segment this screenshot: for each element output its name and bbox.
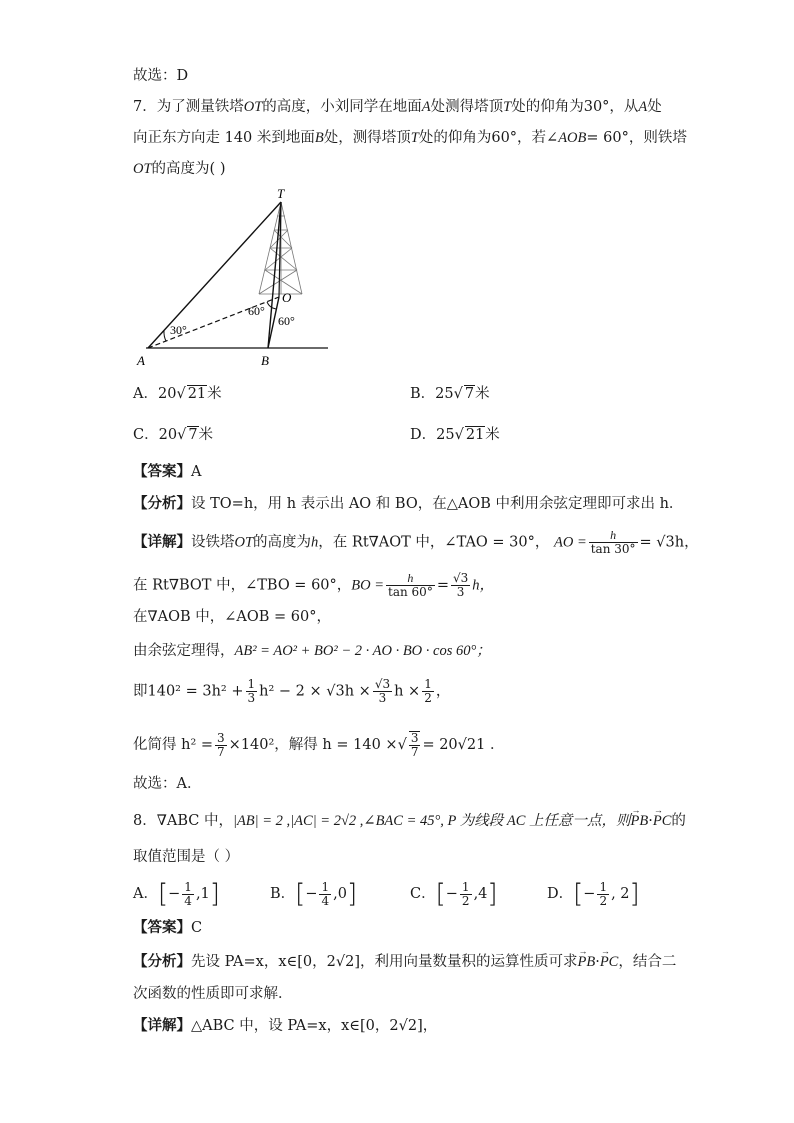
q7-choice: 故选：A． <box>133 776 202 792</box>
fraction-sqrt-3-7: $\frac{3}{7}$ <box>410 731 419 759</box>
q7-detail-line-5: 即140² = 3h² + $\frac{1}{3}$ h² − 2 × √3h × $\frac{√3}{3}$ h × $\frac{1}{2}$ ， <box>133 677 451 705</box>
q7-stem-line-3: OT的高度为( ) <box>133 161 226 177</box>
angle-label-60-b: 60° <box>278 314 295 328</box>
vector-pb: → PB <box>631 811 649 831</box>
q8-option-c: C．[− $\frac{1}{2}$ ,4] <box>410 879 498 909</box>
prev-choice: 故选：D <box>133 68 189 84</box>
fraction-3-7: $\frac{3}{7}$ <box>217 730 225 759</box>
q8-option-b: B．[− $\frac{1}{4}$ ,0] <box>270 879 358 909</box>
q8-detail: 【详解】△ABC 中，设 PA=x，x∈[0，2√2]， <box>133 1017 438 1034</box>
tower-figure <box>136 182 336 372</box>
angle-label-60-a: 60° <box>248 304 265 318</box>
q7-stem-line-1: 7．为了测量铁塔OT的高度，小刘同学在地面A处测得塔顶T处的仰角为30°，从A处 <box>133 99 662 115</box>
q7-option-d: D．25√ 21米 <box>410 427 500 443</box>
q8-analysis-line-2: 次函数的性质即可求解． <box>133 986 293 1002</box>
fraction-h-tan60: $\frac{h}{\tan 60^\circ}$ <box>388 571 433 599</box>
q7-detail-line-2: 在 Rt∇BOT 中，∠TBO = 60°，BO = $\frac{h}{\tan 60^\circ}$ = $\frac{√3}{3}$ h， <box>133 571 495 599</box>
fraction-h-tan30: $\frac{h}{\tan 30^\circ}$ <box>590 528 636 556</box>
q7-detail-line-1: 【详解】设铁塔OT的高度为h，在 Rt∇AOT 中，∠TAO = 30°， AO = $\frac{h}{\tan 30^\circ}$ = √3h， <box>133 528 699 556</box>
angle-label-30: 30° <box>170 323 187 337</box>
q8-stem-line-1: 8．∇ABC 中，|AB| = 2 ,|AC| = 2√2 ,∠BAC = 45°, P 为线段 AC 上任意一点，则→ PB·→ PC的 <box>133 811 686 831</box>
q8-option-a: A．[− $\frac{1}{4}$ ,1] <box>133 879 220 909</box>
fraction-sqrt3-3-b: $\frac{√3}{3}$ <box>374 677 391 705</box>
label-T: T <box>277 186 285 201</box>
q8-option-d: D．[− $\frac{1}{2}$ , 2] <box>547 879 640 909</box>
line-AT <box>148 202 281 348</box>
vector-pc: → PC <box>653 811 672 831</box>
fraction-sqrt3-3: $\frac{√3}{3}$ <box>452 571 469 599</box>
q7-analysis: 【分析】设 TO=h，用 h 表示出 AO 和 BO，在△AOB 中利用余弦定理即可求出 h． <box>133 495 684 512</box>
label-A: A <box>137 353 145 368</box>
q7-detail-line-3: 在∇AOB 中，∠AOB = 60°， <box>133 609 331 625</box>
q7-answer: 【答案】A <box>133 463 202 480</box>
q7-detail-line-4: 由余弦定理得，AB² = AO² + BO² − 2 · AO · BO · cos 60°； <box>133 643 491 659</box>
q8-stem-line-2: 取值范围是（ ） <box>133 849 240 865</box>
label-O: O <box>282 290 292 305</box>
fraction-1-2: $\frac{1}{2}$ <box>424 677 432 705</box>
q7-stem-line-2: 向正东方向走 140 米到地面B处，测得塔顶T处的仰角为60°，若∠AOB= 60°，则铁塔 <box>133 130 687 146</box>
q7-option-c: C．20√ 7米 <box>133 427 214 443</box>
label-B: B <box>261 353 269 368</box>
fraction-1-3: $\frac{1}{3}$ <box>247 677 256 705</box>
q7-number: 7． <box>133 99 157 115</box>
q7-detail-line-6: 化简得 h² = $\frac{3}{7}$ ×140²，解得 h = 140 ×√ $\frac{3}{7}$ = 20√21 ． <box>133 730 505 759</box>
angle-arc-A <box>164 331 166 341</box>
q7-option-b: B．25√ 7米 <box>410 386 490 402</box>
q8-answer: 【答案】C <box>133 919 203 936</box>
q7-option-a: A．20√ 21米 <box>133 386 222 402</box>
q8-analysis-line-1: 【分析】先设 PA=x，x∈[0，2√2]，利用向量数量积的运算性质可求→ PB·→ PC，结合二 <box>133 952 676 972</box>
